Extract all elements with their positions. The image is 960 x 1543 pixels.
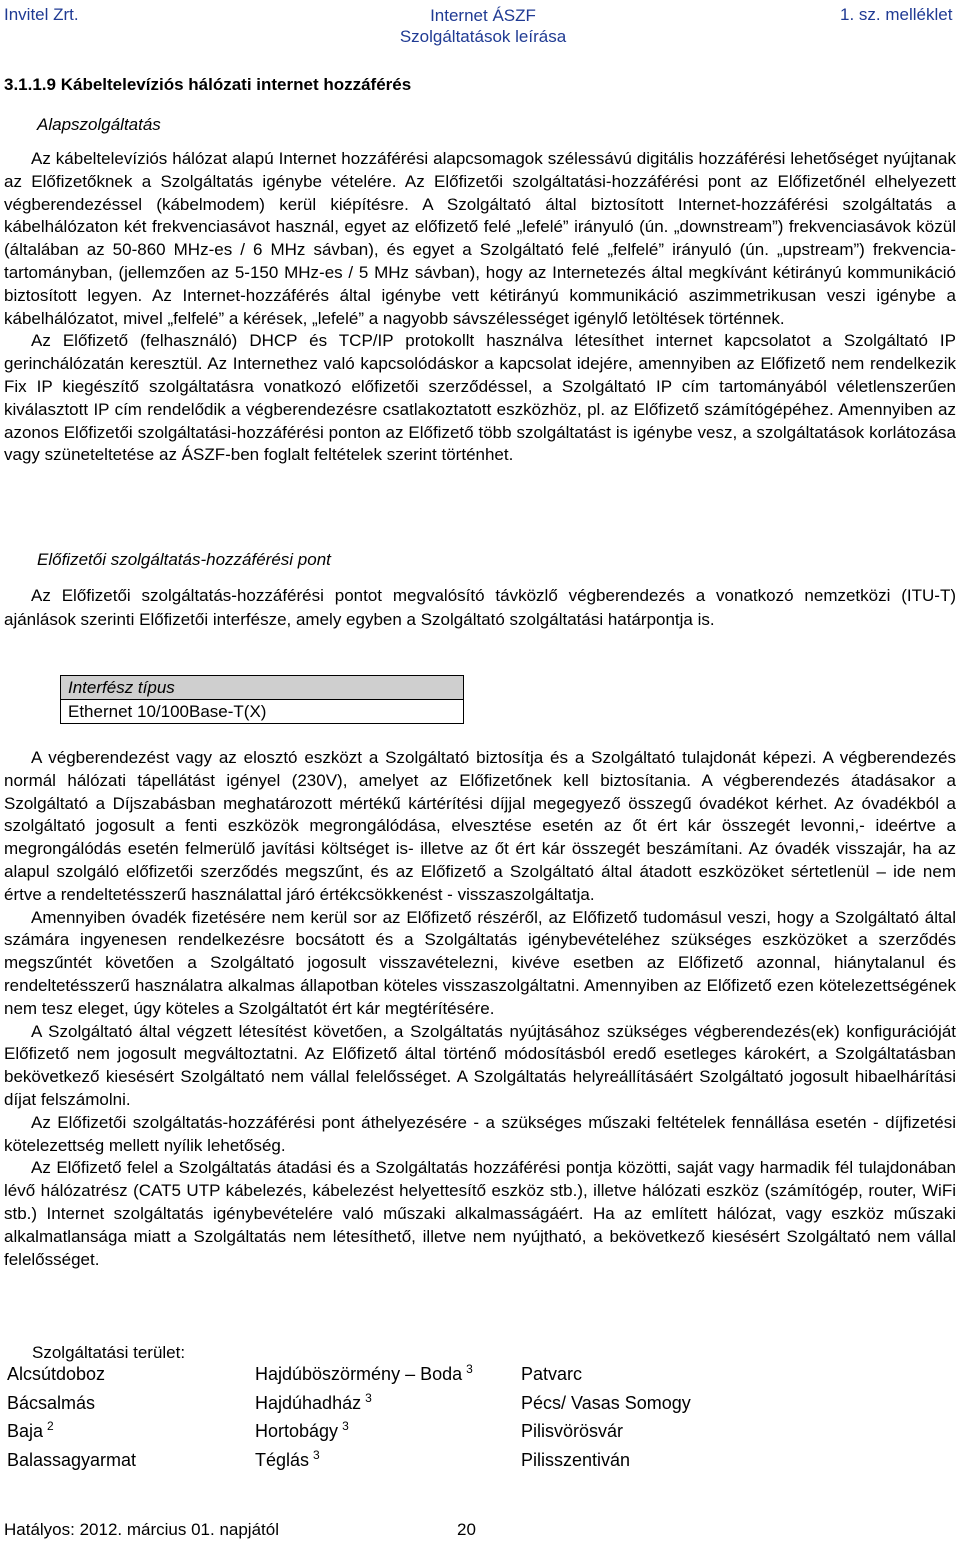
service-area-item: Hajdúböszörmény – Boda $^3$ — [255, 1362, 473, 1384]
paragraph-access-point: Az Előfizetői szolgáltatás-hozzáférési pontot megvalósító távközlő végberendezés a vonatkozó nemzetközi (ITU-T) ajánlások szerinti Előfizetői interfésze, amely egyben a Szolgáltató szolgáltatási határpontja is. — [4, 586, 956, 629]
service-area-item: Pilisszentiván — [521, 1449, 631, 1470]
service-area-column-1 — [7, 1360, 267, 1474]
header-title-line2: Szolgáltatások leírása — [399, 27, 567, 46]
service-area-item: Hajdúhadház $^3$ — [255, 1390, 372, 1413]
page-number: 20 — [457, 1520, 476, 1539]
service-area-column-2 — [255, 1360, 515, 1474]
service-area-item: Bácsalmás — [7, 1392, 96, 1413]
footer-effective-date: Hatályos: 2012. március 01. napjától — [4, 1520, 279, 1539]
interface-table-header: Interfész típus — [61, 676, 464, 700]
interface-table-value: Ethernet 10/100Base-T(X) — [61, 700, 464, 724]
service-area-item: Pilisvörösvár — [521, 1421, 624, 1441]
body-text-top — [4, 148, 956, 467]
subtitle-access-point: Előfizetői szolgáltatás-hozzáférési pont — [37, 550, 331, 569]
subtitle-base-service: Alapszolgáltatás — [37, 115, 161, 134]
service-area-item: Téglás $^3$ — [255, 1447, 320, 1470]
header-company: Invitel Zrt. — [4, 5, 79, 24]
header-title-line1: Internet ÁSZF — [430, 6, 536, 25]
paragraph-equipment: A végberendezést vagy az elosztó eszközt a Szolgáltató biztosítja és a Szolgáltató tulajdonát képezi. A végberendezés normál hálózati tápellátást igényel (230V), amelyet az Előfizetőnek kell biztosítania. A végberendezés átadásakor a Szolgáltató a Díjszabásban meghatározott mértékű kártérítési díjjal megegyező összegű óvadékot kérhet. Az óvadékból a szolgáltató jogosult a fenti eszközök megrongálódása, elvesztése esetén az őt ért kár összegét levonni,- ideértve a megrongálódás esetén felmerülő javítási költséget is- illetve az őt ért kár összegét beszámítani. Az óvadék visszajár, ha az alapul szolgáló előfizetői szerződés megszűnt, és az Előfizető a Szolgáltató által átadott eszközöket sértetlenül – ide nem értve a rendeltetésszerű használattal járó értékcsökkenést - visszaszolgáltatja. — [4, 748, 956, 904]
paragraph-dhcp: Az Előfizető (felhasználó) DHCP és TCP/IP protokollt használva létesíthet internet kapcsolatot a Szolgáltató IP gerinchálózatán keresztül. Az Internethez való kapcsolódáskor a kapcsolat idejére, amennyiben az Előfizető nem rendelkezik Fix IP kiegészítő szolgáltatásra vonatkozó előfizetői szerződéssel, a Szolgáltató IP cím tartományából véletlenszerűen kiválasztott IP cím rendelődik a végberendezésre csatlakoztatott eszközhöz, pl. az Előfizető számítógépéhez. Amennyiben az azonos Előfizetői szolgáltatási-hozzáférési ponton az Előfizető több szolgáltatást is igénybe vesz, a szolgáltatások korlátozása vagy szüneteltetése az ÁSZF-ben foglalt feltételek szerint történhet. — [4, 331, 956, 465]
paragraph-intro: Az kábeltelevíziós hálózat alapú Internet hozzáférési alapcsomagok szélessávú digitális hozzáférési lehetőséget nyújtanak az Előfizetőknek a Szolgáltatás igénybe vételére. Az Előfizetői szolgáltatási-hozzáférési pont az Előfizetőnél elhelyezett végberendezéssel (kábelmodem) kerül kiépítésre. A Szolgáltató által biztosított Internet-hozzáférési szolgáltatás a kábelhálózaton két frekvenciasávot használ, egyet az előfizető felé „lefelé” irányuló (ún. „downstream”) frekvenciasávok közül (általában az 50-860 MHz-es / 6 MHz sávban), és egyet a Szolgáltató felé „felfelé” irányuló (ún. „upstream”) frekvencia-tartományban, (jellemzően az 5-150 MHz-es / 5 MHz sávban), hogy az Internetezés által megkívánt kétirányú kommunikáció biztosított legyen. Az Internet-hozzáférés által igénybe vett kétirányú kommunikáció aszimmetrikusan veszi igénybe a kábelhálózatot, mivel „felfelé” a kérések, „lefelé” a nagyobb sávszélességet igénylő letöltések történnek. — [4, 149, 956, 328]
service-area-label: Szolgáltatási terület: — [32, 1343, 186, 1362]
header-document-title — [383, 5, 583, 47]
paragraph-no-deposit: Amennyiben óvadék fizetésére nem kerül sor az Előfizető részéről, az Előfizető tudomásul veszi, hogy a Szolgáltató által számára ingyenesen rendelkezésre bocsátott és a Szolgáltatás igénybevételéhez szükséges eszközöket a szerződés megszűntét követően a Szolgáltató jogosult visszavételezni, kivéve esetben az Előfizető azonnal, hiánytalanul és rendeltetésszerű használatra alkalmas állapotban köteles visszaszolgáltatni. Amennyiben az Előfizető ezen kötelezettségének nem tesz eleget, úgy köteles a Szolgáltatót ért kár megtérítésére. — [4, 907, 956, 1018]
paragraph-responsibility: Az Előfizető felel a Szolgáltatás átadási és a Szolgáltatás hozzáférési pontja közötti, saját vagy harmadik fél tulajdonában lévő hálózatrész (CAT5 UTP kábelezés, kábelezést helyettesítő eszköz stb.), illetve hálózati eszköz (számítógép, router, WiFi stb.) Internet szolgáltatás igénybevételére való műszaki alkalmasságáért. Ha az említett hálózat, vagy eszköz műszaki alkalmatlansága miatt a Szolgáltatás nem létesíthető, illetve nem nyújtható, a bekövetkező kiesésért Szolgáltató nem vállal felelősséget. — [4, 1158, 956, 1269]
interface-table — [60, 675, 464, 724]
header-annex: 1. sz. melléklet — [840, 5, 953, 24]
service-area-item: Patvarc — [521, 1364, 583, 1384]
service-area-item: Baja $^2$ — [7, 1419, 54, 1441]
service-area-column-3 — [521, 1360, 781, 1474]
service-area-item: Balassagyarmat — [7, 1449, 137, 1470]
service-area-item: Hortobágy $^3$ — [255, 1419, 349, 1441]
service-area-item: Alcsútdoboz — [7, 1364, 106, 1384]
service-area-item: Pécs/ Vasas Somogy — [521, 1392, 691, 1413]
paragraph-configuration: A Szolgáltató által végzett létesítést követően, a Szolgáltatás nyújtásához szükséges végberendezés(ek) konfigurációját Előfizető nem jogosult megváltoztatni. Az Előfizető által történő módosításból eredő esetleges károkért, a Szolgáltatásban bekövetkező kiesésért Szolgáltató nem vállal felelősséget. A Szolgáltatás helyreállításáért Szolgáltató jogosult hibaelhárítási díjat felszámolni. — [4, 1021, 956, 1109]
body-text-access — [4, 584, 956, 631]
body-text-bottom — [4, 747, 956, 1271]
paragraph-relocation: Az Előfizetői szolgáltatás-hozzáférési pont áthelyezésére - a szükséges műszaki feltételek fennállása esetén - díjfizetési kötelezettség mellett nyílik lehetőség. — [4, 1112, 956, 1155]
section-title: 3.1.1.9 Kábeltelevíziós hálózati internet hozzáférés — [4, 75, 412, 94]
